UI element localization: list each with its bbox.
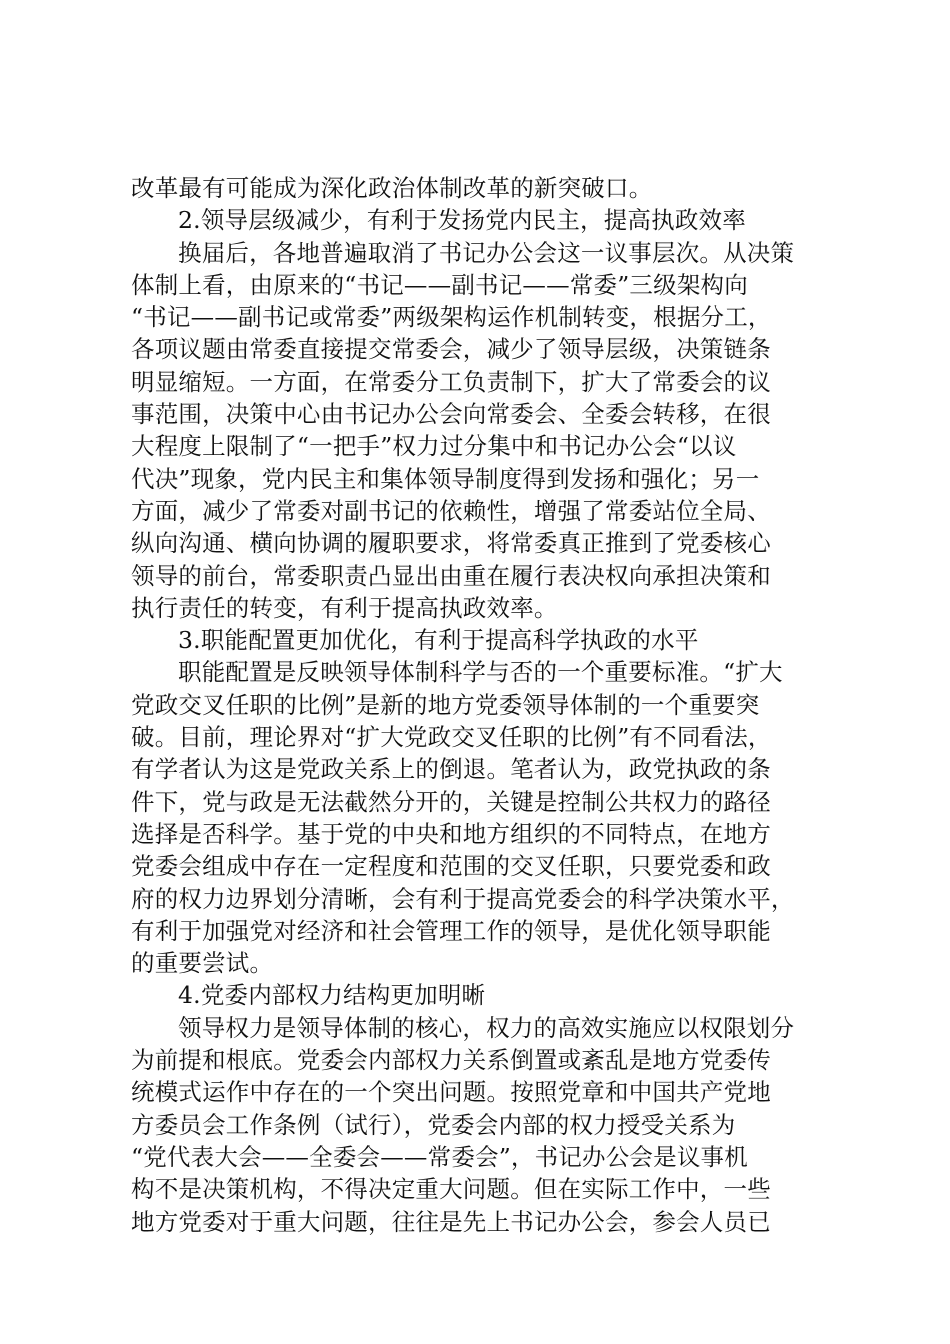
text-line: 府的权力边界划分清晰，会有利于提高党委会的科学决策水平， xyxy=(131,884,795,913)
text-line: 的重要尝试。 xyxy=(131,949,274,978)
section-heading-2: 2.领导层级减少，有利于发扬党内民主，提高执政效率 xyxy=(178,206,746,235)
text-line: 领导权力是领导体制的核心，权力的高效实施应以权限划分 xyxy=(178,1013,795,1042)
text-line: 选择是否科学。基于党的中央和地方组织的不同特点，在地方 xyxy=(131,819,771,848)
text-line: “书记——副书记或常委”两级架构运作机制转变，根据分工， xyxy=(131,303,772,332)
text-line: 构不是决策机构，不得决定重大问题。但在实际工作中，一些 xyxy=(131,1175,771,1204)
text-line: 统模式运作中存在的一个突出问题。按照党章和中国共产党地 xyxy=(131,1078,771,1107)
text-line: “党代表大会——全委会——常委会”，书记办公会是议事机 xyxy=(131,1142,748,1171)
text-line: 换届后，各地普遍取消了书记办公会这一议事层次。从决策 xyxy=(178,238,795,267)
text-line: 方委员会工作条例（试行），党委会内部的权力授受关系为 xyxy=(131,1110,736,1139)
text-line: 明显缩短。一方面，在常委分工负责制下，扩大了常委会的议 xyxy=(131,367,771,396)
text-line: 纵向沟通、横向协调的履职要求，将常委真正推到了党委核心 xyxy=(131,529,771,558)
text-line: 党政交叉任职的比例”是新的地方党委领导体制的一个重要突 xyxy=(131,690,760,719)
text-line: 各项议题由常委直接提交常委会，减少了领导层级，决策链条 xyxy=(131,335,771,364)
text-line: 破。目前，理论界对“扩大党政交叉任职的比例”有不同看法， xyxy=(131,723,772,752)
section-heading-3: 3.职能配置更加优化，有利于提高科学执政的水平 xyxy=(178,626,699,655)
text-line: 事范围，决策中心由书记办公会向常委会、全委会转移，在很 xyxy=(131,400,771,429)
text-line: 领导的前台，常委职责凸显出由重在履行表决权向承担决策和 xyxy=(131,561,771,590)
section-heading-4: 4.党委内部权力结构更加明晰 xyxy=(178,981,486,1010)
text-line: 大程度上限制了“一把手”权力过分集中和书记办公会“以议 xyxy=(131,432,737,461)
text-line: 件下，党与政是无法截然分开的，关键是控制公共权力的路径 xyxy=(131,787,771,816)
text-line: 方面，减少了常委对副书记的依赖性，增强了常委站位全局、 xyxy=(131,496,771,525)
text-line: 改革最有可能成为深化政治体制改革的新突破口。 xyxy=(131,174,653,202)
body-text xyxy=(131,172,831,1238)
text-line: 体制上看，由原来的“书记——副书记——常委”三级架构向 xyxy=(131,270,748,299)
text-line: 地方党委对于重大问题，往往是先上书记办公会，参会人员已 xyxy=(131,1207,771,1236)
text-line: 执行责任的转变，有利于提高执政效率。 xyxy=(131,593,558,622)
text-line: 职能配置是反映领导体制科学与否的一个重要标准。“扩大 xyxy=(178,658,783,687)
text-line: 党委会组成中存在一定程度和范围的交叉任职，只要党委和政 xyxy=(131,852,771,881)
text-line: 有学者认为这是党政关系上的倒退。笔者认为，政党执政的条 xyxy=(131,755,771,784)
text-line: 为前提和根底。党委会内部权力关系倒置或紊乱是地方党委传 xyxy=(131,1046,771,1075)
text-line: 有利于加强党对经济和社会管理工作的领导，是优化领导职能 xyxy=(131,916,771,945)
text-line: 代决”现象，党内民主和集体领导制度得到发扬和强化；另一 xyxy=(131,464,760,493)
